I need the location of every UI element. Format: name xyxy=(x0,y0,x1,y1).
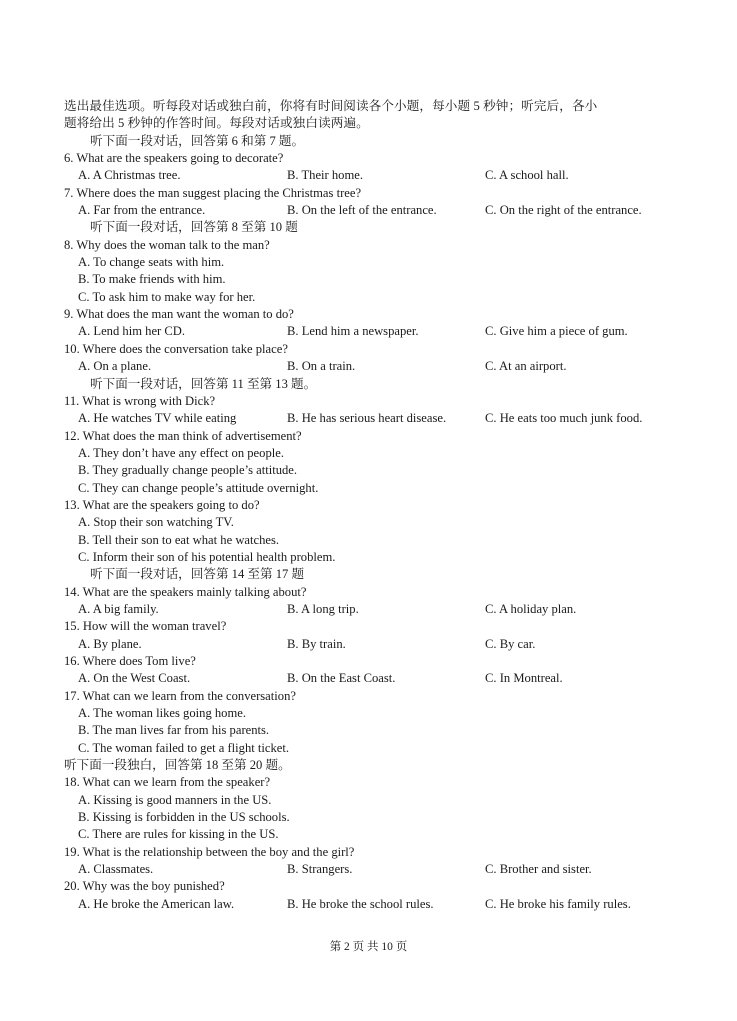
option-a: A. A Christmas tree. xyxy=(78,168,181,183)
instruction-q8-q10: 听下面一段对话，回答第 8 至第 10 题 xyxy=(90,220,298,235)
option-b: B. On the East Coast. xyxy=(287,671,396,686)
option-c: C. Brother and sister. xyxy=(485,862,592,877)
option-a: A. The woman likes going home. xyxy=(78,706,247,721)
option-a: A. They don’t have any effect on people. xyxy=(78,445,284,460)
option-b: B. On a train. xyxy=(287,359,356,374)
option-b: B. The man lives far from his parents. xyxy=(78,723,270,738)
option-b: B. They gradually change people’s attitude. xyxy=(78,463,298,478)
option-a: A. Lend him her CD. xyxy=(78,324,186,339)
option-a: A. He broke the American law. xyxy=(78,896,235,911)
option-b: B. Strangers. xyxy=(287,862,353,877)
option-c: C. To ask him to make way for her. xyxy=(78,289,256,304)
question-17: 17. What can we learn from the conversation? xyxy=(64,688,296,703)
listening-section xyxy=(64,98,664,913)
instruction-q14-q17: 听下面一段对话，回答第 14 至第 17 题 xyxy=(90,567,305,582)
question-8: 8. Why does the woman talk to the man? xyxy=(64,237,270,252)
question-15: 15. How will the woman travel? xyxy=(64,619,227,634)
option-a: A. On a plane. xyxy=(78,359,152,374)
question-6: 6. What are the speakers going to decorate? xyxy=(64,151,284,166)
option-c: C. There are rules for kissing in the US. xyxy=(78,827,279,842)
option-a: A. By plane. xyxy=(78,636,142,651)
option-c: C. By car. xyxy=(485,636,536,651)
option-b: B. Tell their son to eat what he watches. xyxy=(78,532,280,547)
option-b: B. He broke the school rules. xyxy=(287,896,434,911)
option-a: A. Kissing is good manners in the US. xyxy=(78,792,272,807)
question-16: 16. Where does Tom live? xyxy=(64,654,196,668)
option-b: B. Lend him a newspaper. xyxy=(287,324,419,339)
option-c: C. In Montreal. xyxy=(485,671,563,686)
option-c: C. On the right of the entrance. xyxy=(485,203,642,218)
question-6-options xyxy=(64,167,664,184)
option-b: B. To make friends with him. xyxy=(78,272,226,287)
option-b: B. Their home. xyxy=(287,168,364,183)
option-c: C. The woman failed to get a flight ticket. xyxy=(78,740,290,755)
option-a: A. To change seats with him. xyxy=(78,255,225,270)
option-c: C. A holiday plan. xyxy=(485,601,577,616)
intro-line-2: 题将给出 5 秒钟的作答时间。每段对话或独白读两遍。 xyxy=(64,116,369,131)
question-10-options xyxy=(64,358,664,375)
question-18: 18. What can we learn from the speaker? xyxy=(64,775,271,790)
option-c: C. Inform their son of his potential health problem. xyxy=(78,549,336,564)
option-c: C. At an airport. xyxy=(485,359,567,374)
question-7: 7. Where does the man suggest placing the Christmas tree? xyxy=(64,185,362,200)
question-9: 9. What does the man want the woman to do? xyxy=(64,307,294,322)
question-7-options xyxy=(64,202,664,219)
option-c: C. They can change people’s attitude overnight. xyxy=(78,480,319,495)
instruction-q18-q20: 听下面一段独白，回答第 18 至第 20 题。 xyxy=(64,758,291,773)
option-a: A. Classmates. xyxy=(78,862,154,877)
page-footer: 第 2 页 共 10 页 xyxy=(329,941,408,953)
option-a: A. Far from the entrance. xyxy=(78,203,206,218)
question-19: 19. What is the relationship between the boy and the girl? xyxy=(64,844,355,859)
option-c: C. He broke his family rules. xyxy=(485,896,631,911)
option-b: B. A long trip. xyxy=(287,601,359,616)
question-14-options xyxy=(64,601,664,618)
option-b: B. He has serious heart disease. xyxy=(287,411,447,426)
intro-line-1: 选出最佳选项。听每段对话或独白前，你将有时间阅读各个小题，每小题 5 秒钟；听完后，各小 xyxy=(64,99,598,113)
option-c: C. A school hall. xyxy=(485,168,569,183)
question-10: 10. Where does the conversation take place? xyxy=(64,341,288,356)
option-a: A. A big family. xyxy=(78,601,159,616)
question-20: 20. Why was the boy punished? xyxy=(64,879,225,894)
option-b: B. By train. xyxy=(287,636,346,651)
question-11: 11. What is wrong with Dick? xyxy=(64,393,216,408)
option-b: B. Kissing is forbidden in the US schools. xyxy=(78,810,290,825)
question-12: 12. What does the man think of advertisement? xyxy=(64,428,302,443)
instruction-q6-q7: 听下面一段对话，回答第 6 和第 7 题。 xyxy=(90,133,305,148)
option-a: A. On the West Coast. xyxy=(78,671,191,686)
question-13: 13. What are the speakers going to do? xyxy=(64,497,260,512)
question-15-options xyxy=(64,636,664,653)
instruction-q11-q13: 听下面一段对话，回答第 11 至第 13 题。 xyxy=(90,376,317,391)
question-20-options xyxy=(64,896,664,913)
option-a: A. He watches TV while eating xyxy=(78,411,237,426)
option-b: B. On the left of the entrance. xyxy=(287,203,437,218)
option-a: A. Stop their son watching TV. xyxy=(78,515,234,530)
question-19-options xyxy=(64,861,664,878)
question-14: 14. What are the speakers mainly talking about? xyxy=(64,584,307,599)
option-c: C. Give him a piece of gum. xyxy=(485,324,628,339)
question-9-options xyxy=(64,323,664,340)
option-c: C. He eats too much junk food. xyxy=(485,411,643,426)
question-11-options xyxy=(64,410,664,427)
question-16-options xyxy=(64,670,664,687)
